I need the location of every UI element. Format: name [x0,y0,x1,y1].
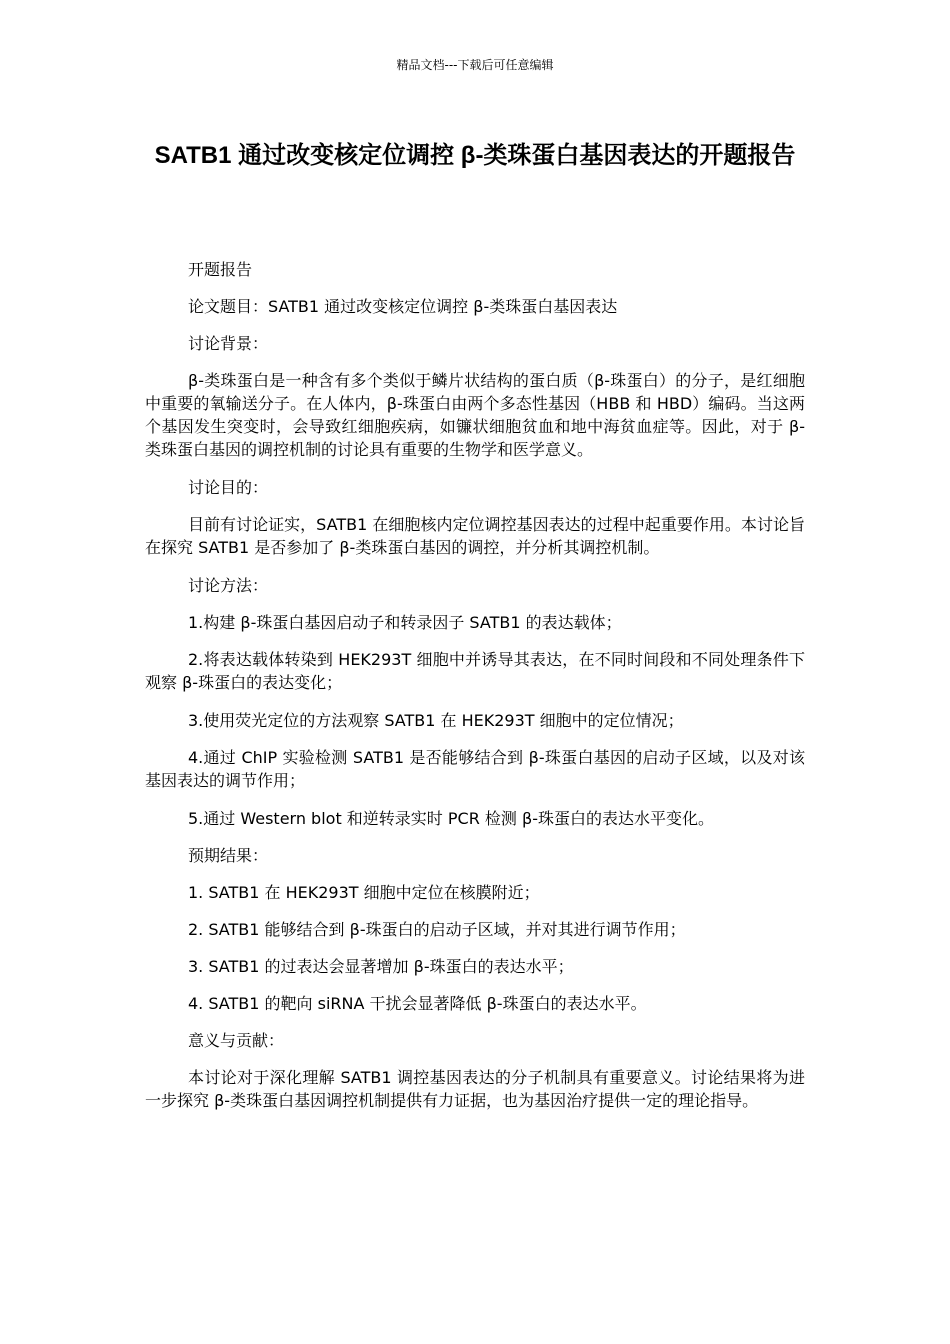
purpose-paragraph: 目前有讨论证实，SATB1 在细胞核内定位调控基因表达的过程中起重要作用。本讨论旨在探究 SATB1 是否参加了 β-类珠蛋白基因的调控，并分析其调控机制。 [145,515,805,557]
result-item: 1. SATB1 在 HEK293T 细胞中定位在核膜附近； [188,883,540,902]
section-heading-expected-results: 预期结果： [188,846,269,865]
section-heading-background: 讨论背景： [188,334,269,353]
result-item: 3. SATB1 的过表达会显著增加 β-珠蛋白的表达水平； [188,957,574,976]
method-item: 1.构建 β-珠蛋白基因启动子和转录因子 SATB1 的表达载体； [188,613,622,632]
section-heading-significance: 意义与贡献： [188,1031,285,1050]
method-item: 3.使用荧光定位的方法观察 SATB1 在 HEK293T 细胞中的定位情况； [188,711,684,730]
thesis-topic: 论文题目：SATB1 通过改变核定位调控 β-类珠蛋白基因表达 [188,297,618,316]
document-body [145,258,805,1127]
method-item: 4.通过 ChIP 实验检测 SATB1 是否能够结合到 β-珠蛋白基因的启动子区域，以及对该基因表达的调节作用； [145,748,805,790]
section-heading-methods: 讨论方法： [188,576,269,595]
page-header: 精品文档---下载后可任意编辑 [396,58,554,72]
background-paragraph: β-类珠蛋白是一种含有多个类似于鳞片状结构的蛋白质（β-珠蛋白）的分子，是红细胞中重要的氧输送分子。在人体内，β-珠蛋白由两个多态性基因（HBB 和 HBD）编码。当这两个基因发生突变时，会导致红细胞疾病，如镰状细胞贫血和地中海贫血症等。因此，对于 β-类珠蛋白基因的调控机制的讨论具有重要的生物学和医学意义。 [145,371,805,459]
method-item: 5.通过 Western blot 和逆转录实时 PCR 检测 β-珠蛋白的表达水平变化。 [188,809,714,828]
significance-paragraph: 本讨论对于深化理解 SATB1 调控基因表达的分子机制具有重要意义。讨论结果将为进一步探究 β-类珠蛋白基因调控机制提供有力证据，也为基因治疗提供一定的理论指导。 [145,1068,805,1110]
method-item: 2.将表达载体转染到 HEK293T 细胞中并诱导其表达，在不同时间段和不同处理条件下观察 β-珠蛋白的表达变化； [145,650,805,692]
section-heading-purpose: 讨论目的： [188,478,269,497]
result-item: 2. SATB1 能够结合到 β-珠蛋白的启动子区域，并对其进行调节作用； [188,920,686,939]
section-heading-proposal: 开题报告 [188,260,253,279]
result-item: 4. SATB1 的靶向 siRNA 干扰会显著降低 β-珠蛋白的表达水平。 [188,994,647,1013]
document-title: SATB1 通过改变核定位调控 β-类珠蛋白基因表达的开题报告 [154,142,796,169]
